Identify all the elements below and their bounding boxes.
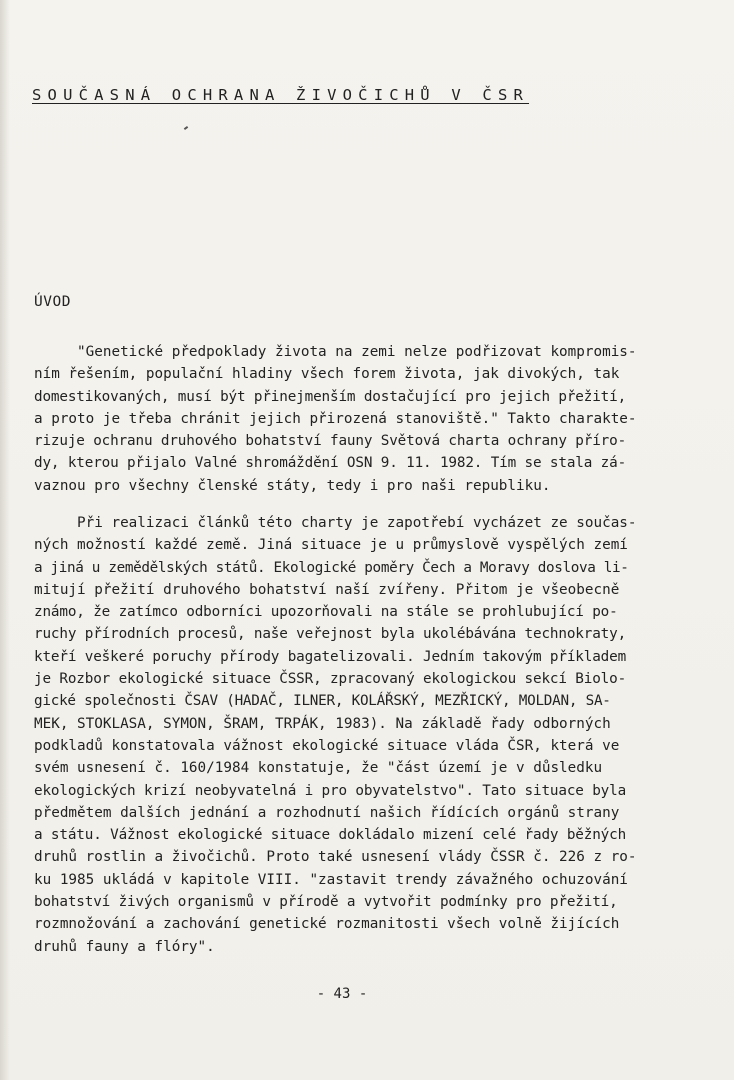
paragraph-2 — [34, 512, 674, 958]
paragraph-line: bohatství živých organismů v přírodě a vytvořit podmínky pro přežití, — [34, 894, 618, 911]
paragraph-line: MEK, STOKLASA, SYMON, ŠRAM, TRPÁK, 1983). Na základě řady odborných — [34, 715, 611, 732]
page-edge-shadow — [0, 0, 10, 1080]
paragraph-line: gické společnosti ČSAV (HADAČ, ILNER, KOLÁŘSKÝ, MEZŘICKÝ, MOLDAN, SA- — [34, 693, 611, 710]
paragraph-line: podkladů konstatovala vážnost ekologické situace vláda ČSR, která ve — [34, 737, 620, 754]
paragraph-line: vaznou pro všechny členské státy, tedy i pro naši republiku. — [34, 477, 551, 494]
stray-ink-mark — [184, 126, 188, 130]
paragraph-line: ných možností každé země. Jiná situace je u průmyslově vyspělých zemí — [34, 537, 628, 554]
paragraph-line: kteří veškeré poruchy přírody bagatelizovali. Jedním takovým příkladem — [34, 648, 627, 665]
paragraph-line: a státu. Vážnost ekologické situace dokládalo mizení celé řady běžných — [34, 827, 627, 844]
paragraph-line: je Rozbor ekologické situace ČSSR, zpracovaný ekologickou sekcí Biolo- — [34, 671, 627, 688]
paragraph-line: známo, že zatímco odborníci upozorňovali na stále se prohlubující po- — [34, 604, 618, 621]
paragraph-line: Při realizaci článků této charty je zapotřebí vycházet ze součas- — [34, 515, 637, 531]
paragraph-line: ruchy přírodních procesů, naše veřejnost byla ukolébávána technokraty, — [34, 626, 627, 643]
paragraph-line: předmětem dalších jednání a rozhodnutí našich řídících orgánů strany — [34, 804, 620, 821]
paragraph-line: druhů rostlin a živočichů. Proto také usnesení vlády ČSSR č. 226 z ro- — [34, 849, 637, 866]
section-heading: ÚVOD — [34, 294, 71, 310]
paragraph-line: domestikovaných, musí být přinejmenším dostačující pro jejich přežití, — [34, 388, 627, 405]
paragraph-line: rizuje ochranu druhového bohatství fauny Světová charta ochrany příro- — [34, 433, 627, 450]
paragraph-line: ku 1985 ukládá v kapitole VIII. "zastavit trendy závažného ochuzování — [34, 871, 628, 888]
paragraph-line: ekologických krizí neobyvatelná i pro obyvatelstvo". Tato situace byla — [34, 782, 627, 799]
paragraph-1 — [34, 341, 674, 497]
paragraph-line: svém usnesení č. 160/1984 konstatuje, že "část území je v důsledku — [34, 760, 603, 777]
document-title: SOUČASNÁ OCHRANA ŽIVOČICHŮ V ČSR — [32, 86, 530, 104]
paragraph-line: a proto je třeba chránit jejich přirozená stanoviště." Takto charakte- — [34, 410, 637, 427]
paragraph-line: "Genetické předpoklady života na zemi nelze podřizovat kompromis- — [34, 344, 637, 360]
paragraph-line: dy, kterou přijalo Valné shromáždění OSN 9. 11. 1982. Tím se stala zá- — [34, 455, 627, 472]
paragraph-line: mitují přežití druhového bohatství naší zvířeny. Přitom je všeobecně — [34, 581, 620, 598]
paragraph-line: ním řešením, populační hladiny všech forem života, jak divokých, tak — [34, 366, 620, 383]
paragraph-line: a jiná u zemědělských států. Ekologické poměry Čech a Moravy doslova li- — [34, 559, 629, 576]
page-number: - 43 - — [316, 986, 368, 1002]
paragraph-line: rozmnožování a zachování genetické rozmanitosti všech volně žijících — [34, 916, 620, 933]
paragraph-line: druhů fauny a flóry". — [34, 938, 215, 955]
